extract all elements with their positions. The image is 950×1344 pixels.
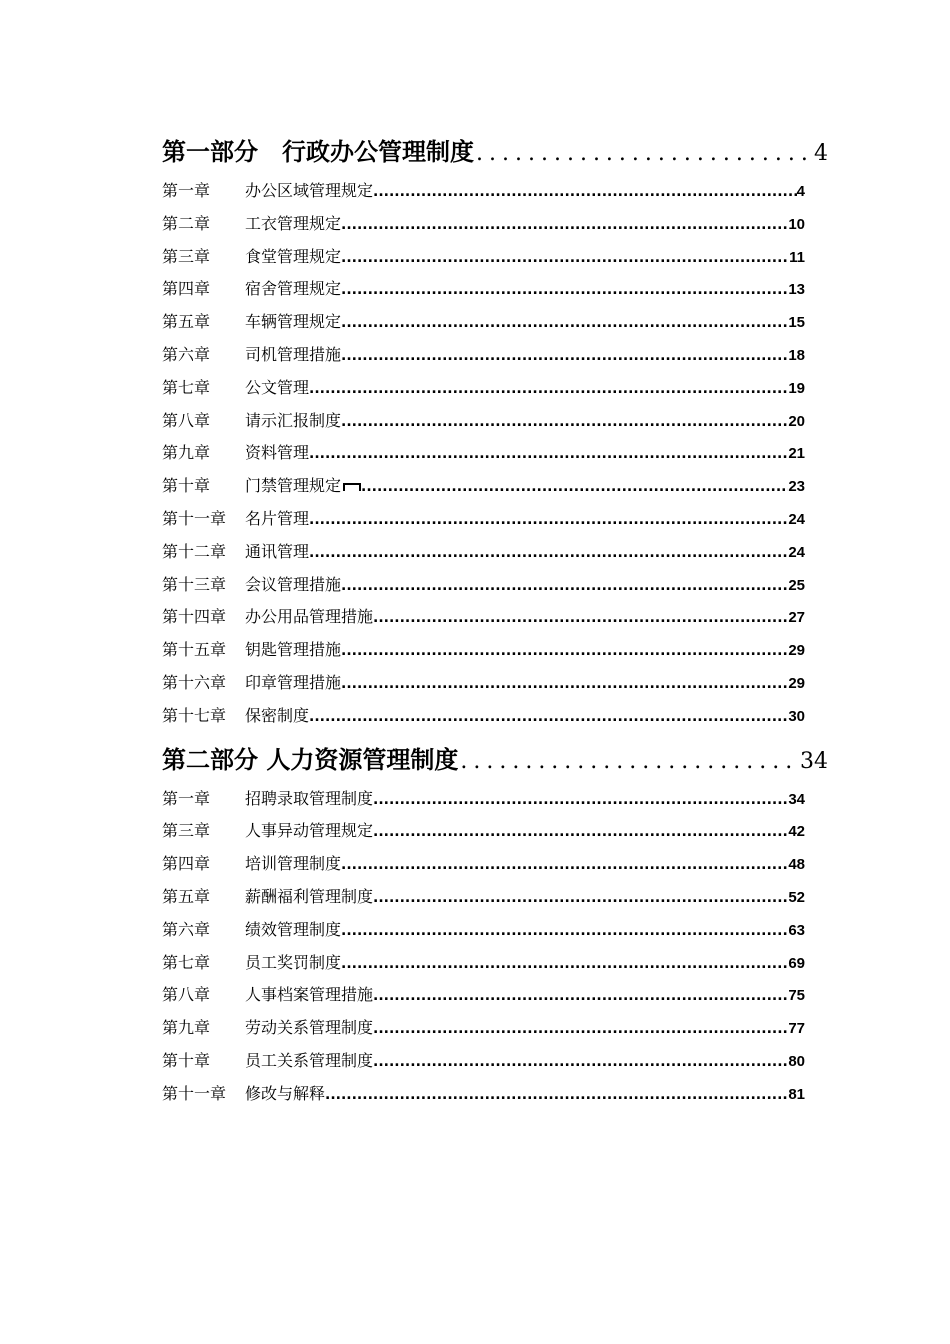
chapter-title: 公文管理 [245,377,310,397]
chapter-number: 第九章 [162,443,211,463]
toc-entry[interactable] [162,703,805,736]
chapter-number: 第十四章 [162,607,227,627]
dot-leader [341,956,788,972]
toc-entry[interactable] [162,917,805,950]
chapter-title: 培训管理制度 [245,854,342,874]
toc-entry[interactable] [162,506,805,539]
dot-leader [373,824,788,840]
dot-leader [341,315,788,331]
chapter-title: 食堂管理规定 [245,246,342,266]
chapter-number: 第十一章 [162,508,227,528]
chapter-number: 第十七章 [162,705,227,725]
dot-leader [341,676,788,692]
page-number: 80 [788,1052,805,1070]
part-page-number: 4 [814,141,828,166]
chapter-number: 第六章 [162,919,211,939]
chapter-title: 招聘录取管理制度 [245,788,374,808]
chapter-title: 会议管理措施 [245,574,342,594]
toc-entry[interactable] [162,637,805,670]
toc-entry[interactable] [162,309,805,342]
page-number: 20 [788,412,805,430]
page-number: 15 [788,314,805,332]
page-number: 75 [788,987,805,1005]
part-2-entries [162,786,830,1114]
dot-leader [309,545,788,561]
chapter-number: 第三章 [162,246,211,266]
part-heading-1[interactable] [162,132,828,172]
chapter-number: 第二章 [162,213,211,233]
toc-entry[interactable] [162,178,805,211]
dot-leader [373,792,788,808]
part-title: 第一部分 行政办公管理制度 [162,138,474,166]
chapter-number: 第三章 [162,821,211,841]
chapter-number: 第七章 [162,377,211,397]
dot-leader [373,1021,788,1037]
page-number: 24 [788,543,805,561]
chapter-title: 印章管理措施 [245,672,342,692]
page-number: 34 [788,790,805,808]
chapter-title: 请示汇报制度 [245,410,342,430]
page-number: 81 [788,1085,805,1103]
chapter-title: 工衣管理规定 [245,213,342,233]
dot-leader [373,184,797,200]
chapter-number: 第一章 [162,181,211,200]
chapter-number: 第四章 [162,854,211,874]
chapter-number: 第十章 [162,1050,211,1070]
page-number: 24 [788,510,805,528]
dot-leader [460,749,798,774]
chapter-number: 第一章 [162,788,211,808]
part-heading-2[interactable] [162,740,828,780]
chapter-number: 第十六章 [162,672,227,692]
dot-leader [373,890,788,906]
chapter-number: 第七章 [162,952,211,972]
dot-leader [341,578,788,594]
dot-leader [309,446,788,462]
toc-entry[interactable] [162,408,805,441]
dot-leader [373,988,788,1004]
dot-leader [341,643,788,659]
page-number: 52 [788,888,805,906]
toc-entry[interactable] [162,539,805,572]
toc-entry[interactable] [162,786,805,819]
page-number: 11 [789,248,805,266]
toc-entry[interactable] [162,604,805,637]
dot-leader [325,1087,788,1103]
toc-entry[interactable] [162,818,805,851]
toc-entry[interactable] [162,670,805,703]
chapter-number: 第八章 [162,410,211,430]
chapter-title: 员工奖罚制度 [245,952,342,972]
chapter-title: 通讯管理 [245,541,310,561]
toc-entry[interactable] [162,1015,805,1048]
field-mark-icon [343,483,361,491]
page-number: 29 [788,674,805,692]
chapter-title: 员工关系管理制度 [245,1050,374,1070]
dot-leader [341,923,788,939]
chapter-number: 第九章 [162,1018,211,1038]
dot-leader [341,857,788,873]
toc-entry[interactable] [162,1048,805,1081]
part-page-number: 34 [800,748,828,774]
chapter-title: 修改与解释 [245,1083,326,1103]
page-number: 77 [788,1020,805,1038]
page-number: 69 [788,954,805,972]
chapter-number: 第十章 [162,476,211,496]
chapter-number: 第十五章 [162,640,227,660]
part-title: 第二部分 人力资源管理制度 [162,745,459,774]
toc-entry[interactable] [162,1081,805,1114]
chapter-title: 资料管理 [245,443,310,463]
toc-entry[interactable] [162,211,805,244]
dot-leader [309,512,788,528]
toc-entry[interactable] [162,440,805,473]
chapter-title: 门禁管理规定 [245,476,342,496]
page-number: 30 [788,707,805,725]
chapter-title: 劳动关系管理制度 [245,1018,374,1038]
part-1-entries [162,178,830,736]
toc-entry[interactable] [162,884,805,917]
dot-leader [341,348,788,364]
page-number: 42 [788,823,805,841]
dot-leader [341,282,788,298]
chapter-number: 第四章 [162,279,211,299]
toc-entry[interactable] [162,375,805,408]
page-number: 29 [788,642,805,660]
dot-leader [341,217,788,233]
toc-entry[interactable] [162,950,805,983]
chapter-number: 第十二章 [162,541,227,561]
toc-entry[interactable] [162,851,805,884]
toc-entry[interactable] [162,276,805,309]
dot-leader [309,381,788,397]
page-number: 63 [788,921,805,939]
toc-entry[interactable] [162,342,805,375]
chapter-number: 第八章 [162,985,211,1005]
page-number: 27 [788,609,805,627]
chapter-number: 第五章 [162,886,211,906]
dot-leader [373,610,788,626]
dot-leader [373,1054,788,1070]
chapter-number: 第五章 [162,312,211,332]
chapter-title: 办公用品管理措施 [245,607,374,627]
page-number: 23 [788,478,805,496]
chapter-title: 薪酬福利管理制度 [245,886,374,906]
chapter-title: 人事档案管理措施 [245,985,374,1005]
chapter-title: 车辆管理规定 [245,312,342,332]
toc-entry[interactable] [162,473,805,506]
chapter-title: 办公区域管理规定 [245,181,374,200]
chapter-number: 第六章 [162,344,211,364]
chapter-title: 钥匙管理措施 [245,640,342,660]
page-number: 4 [796,183,805,200]
page-number: 21 [788,445,805,463]
chapter-title: 绩效管理制度 [245,919,342,939]
page-number: 48 [788,856,805,874]
chapter-number: 第十一章 [162,1083,227,1103]
table-of-contents [162,132,830,1114]
toc-entry[interactable] [162,572,805,605]
chapter-title: 名片管理 [245,508,310,528]
page-number: 25 [788,576,805,594]
page-number: 19 [788,379,805,397]
dot-leader [309,709,788,725]
dot-leader [476,141,812,166]
dot-leader [361,479,788,495]
dot-leader [341,250,789,266]
page-number: 13 [788,281,805,299]
page-number: 10 [788,215,805,233]
dot-leader [341,414,788,430]
chapter-title: 宿舍管理规定 [245,279,342,299]
toc-entry[interactable] [162,982,805,1015]
chapter-number: 第十三章 [162,574,227,594]
chapter-title: 人事异动管理规定 [245,821,374,841]
page-number: 18 [788,346,805,364]
toc-entry[interactable] [162,244,805,277]
chapter-title: 保密制度 [245,705,310,725]
chapter-title: 司机管理措施 [245,344,342,364]
